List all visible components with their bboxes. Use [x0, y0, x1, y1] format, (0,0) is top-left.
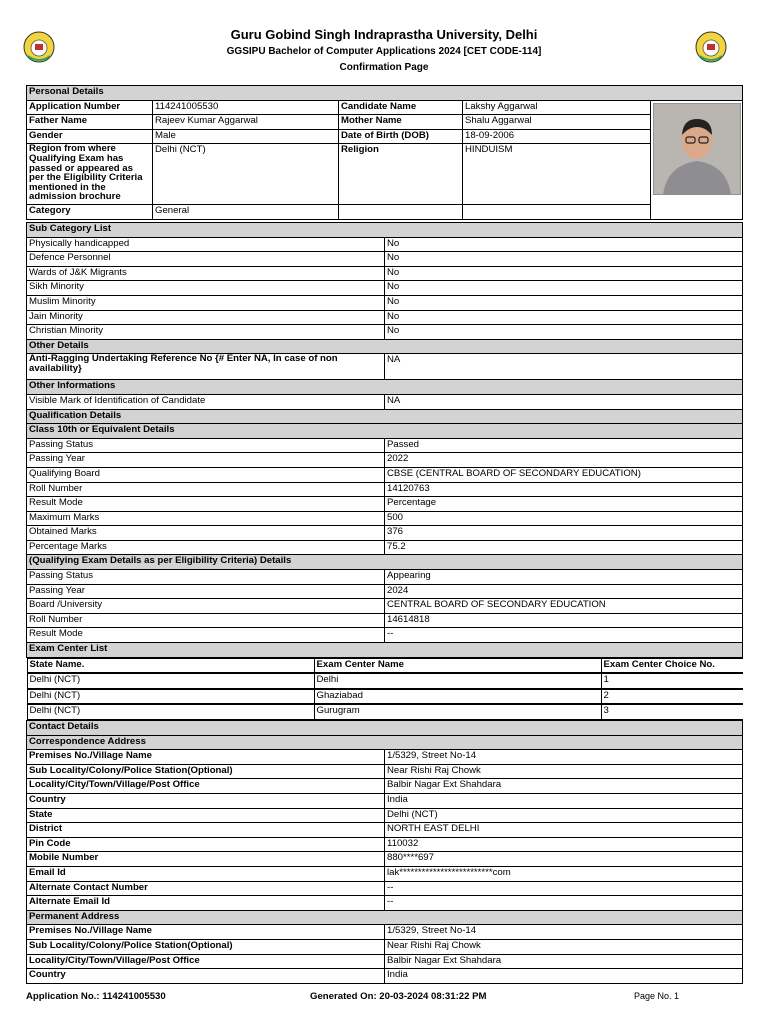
row-value: 376 — [385, 526, 743, 541]
row-label: Pin Code — [27, 837, 385, 852]
row-value: 1/5329, Street No-14 — [385, 925, 743, 940]
value-dob: 18-09-2006 — [463, 129, 651, 144]
exam-cell: Delhi (NCT) — [27, 705, 314, 720]
row-label: Roll Number — [27, 613, 385, 628]
row-value: No — [385, 237, 743, 252]
row-value: 75.2 — [385, 540, 743, 555]
class10-row — [27, 482, 743, 497]
exam-header-cell: Exam Center Choice No. — [601, 658, 743, 673]
candidate-photo — [653, 103, 741, 195]
exam-center-row — [27, 704, 743, 720]
row-label: Sikh Minority — [27, 281, 385, 296]
empty-cell — [339, 205, 463, 220]
value-religion: HINDUISM — [463, 144, 651, 205]
qualifying-exam-row — [27, 628, 743, 643]
subcategory-row — [27, 252, 743, 267]
row-label: Locality/City/Town/Village/Post Office — [27, 954, 385, 969]
correspondence-row — [27, 866, 743, 881]
exam-header-cell: Exam Center Name — [314, 658, 601, 673]
page-header — [0, 0, 768, 84]
row-label: District — [27, 823, 385, 838]
subcategory-row — [27, 266, 743, 281]
row-value: -- — [385, 881, 743, 896]
row-label: Roll Number — [27, 482, 385, 497]
row-label: Email Id — [27, 866, 385, 881]
row-value: Delhi (NCT) — [385, 808, 743, 823]
section-personal-details: Personal Details — [27, 86, 743, 101]
row-label: Alternate Contact Number — [27, 881, 385, 896]
section-sub-category-list: Sub Category List — [27, 223, 743, 238]
row-value: Balbir Nagar Ext Shahdara — [385, 954, 743, 969]
row-label: Percentage Marks — [27, 540, 385, 555]
row-value: India — [385, 793, 743, 808]
photo-cell — [651, 100, 743, 219]
row-label: Defence Personnel — [27, 252, 385, 267]
row-value: Appearing — [385, 570, 743, 585]
row-label: Alternate Email Id — [27, 896, 385, 911]
exam-cell: Delhi (NCT) — [27, 689, 314, 704]
row-label: Visible Mark of Identification of Candidate — [27, 394, 385, 409]
exam-center-row — [27, 689, 743, 705]
university-logo-icon — [694, 30, 728, 64]
row-value: Percentage — [385, 497, 743, 512]
exam-cell: 2 — [601, 689, 743, 704]
row-value: No — [385, 266, 743, 281]
label-candidate-name: Candidate Name — [339, 100, 463, 115]
row-label: Sub Locality/Colony/Police Station(Optional) — [27, 939, 385, 954]
qualifying-exam-row — [27, 584, 743, 599]
exam-cell: 1 — [601, 674, 743, 689]
class10-row — [27, 526, 743, 541]
row-label: Jain Minority — [27, 310, 385, 325]
exam-header-cell: State Name. — [27, 658, 314, 673]
row-value: Near Rishi Raj Chowk — [385, 764, 743, 779]
section-contact-details: Contact Details — [27, 721, 743, 736]
row-label: Mobile Number — [27, 852, 385, 867]
row-label: Premises No./Village Name — [27, 750, 385, 765]
section-qualifying-exam: (Qualifying Exam Details as per Eligibility Criteria) Details — [27, 555, 743, 570]
correspondence-row — [27, 764, 743, 779]
row-label: Board /University — [27, 599, 385, 614]
value-region: Delhi (NCT) — [153, 144, 339, 205]
row-value: No — [385, 310, 743, 325]
class10-row — [27, 540, 743, 555]
class10-row — [27, 497, 743, 512]
value-mother-name: Shalu Aggarwal — [463, 115, 651, 130]
row-label: Maximum Marks — [27, 511, 385, 526]
row-value: No — [385, 252, 743, 267]
row-value: 1/5329, Street No-14 — [385, 750, 743, 765]
row-label: Physically handicapped — [27, 237, 385, 252]
row-value: 14120763 — [385, 482, 743, 497]
program-name: GGSIPU Bachelor of Computer Applications 2024 [CET CODE-114] — [226, 46, 542, 57]
row-value: NA — [385, 354, 743, 380]
correspondence-row — [27, 837, 743, 852]
row-value: 2022 — [385, 453, 743, 468]
value-gender: Male — [153, 129, 339, 144]
row-label: Country — [27, 793, 385, 808]
row-value: CBSE (CENTRAL BOARD OF SECONDARY EDUCATION) — [385, 467, 743, 482]
subcategory-row — [27, 281, 743, 296]
row-value: India — [385, 969, 743, 984]
label-father-name: Father Name — [27, 115, 153, 130]
qualifying-exam-row — [27, 613, 743, 628]
row-value: Passed — [385, 438, 743, 453]
row-label: Passing Year — [27, 584, 385, 599]
correspondence-row — [27, 808, 743, 823]
row-value: 110032 — [385, 837, 743, 852]
footer-page-number: Page No. 1 — [634, 991, 680, 1001]
value-candidate-name: Lakshy Aggarwal — [463, 100, 651, 115]
row-value: No — [385, 325, 743, 340]
row-value: -- — [385, 896, 743, 911]
qualifying-exam-row — [27, 599, 743, 614]
exam-cell: Delhi (NCT) — [27, 674, 314, 689]
label-mother-name: Mother Name — [339, 115, 463, 130]
section-class-10th: Class 10th or Equivalent Details — [27, 424, 743, 439]
row-label: Qualifying Board — [27, 467, 385, 482]
label-category: Category — [27, 205, 153, 220]
section-exam-center-list: Exam Center List — [27, 643, 743, 658]
row-value: No — [385, 295, 743, 310]
row-label: Passing Status — [27, 570, 385, 585]
details-table — [26, 222, 743, 984]
class10-row — [27, 453, 743, 468]
footer-application-number: Application No.: 114241005530 — [26, 991, 166, 1002]
permanent-row — [27, 969, 743, 984]
exam-center-header — [27, 657, 743, 673]
exam-center-row — [27, 673, 743, 689]
correspondence-row — [27, 750, 743, 765]
permanent-row — [27, 939, 743, 954]
row-label: Result Mode — [27, 497, 385, 512]
row-label: Country — [27, 969, 385, 984]
subcategory-row — [27, 295, 743, 310]
row-label: Premises No./Village Name — [27, 925, 385, 940]
row-label: Muslim Minority — [27, 295, 385, 310]
correspondence-row — [27, 779, 743, 794]
exam-cell: Ghaziabad — [314, 689, 601, 704]
row-value: -- — [385, 628, 743, 643]
row-value: Near Rishi Raj Chowk — [385, 939, 743, 954]
permanent-row — [27, 925, 743, 940]
identification-mark-row — [27, 394, 743, 409]
row-value: NA — [385, 394, 743, 409]
row-value: 880****697 — [385, 852, 743, 867]
anti-ragging-row — [27, 354, 743, 380]
value-category: General — [153, 205, 339, 220]
class10-row — [27, 467, 743, 482]
correspondence-row — [27, 881, 743, 896]
label-gender: Gender — [27, 129, 153, 144]
correspondence-row — [27, 823, 743, 838]
subcategory-row — [27, 237, 743, 252]
row-label: Locality/City/Town/Village/Post Office — [27, 779, 385, 794]
class10-row — [27, 438, 743, 453]
university-name: Guru Gobind Singh Indraprastha University, Delhi — [230, 27, 538, 42]
subcategory-row — [27, 310, 743, 325]
row-label: Obtained Marks — [27, 526, 385, 541]
label-application-number: Application Number — [27, 100, 153, 115]
row-value: No — [385, 281, 743, 296]
empty-cell — [463, 205, 651, 220]
row-value: lak*************************com — [385, 866, 743, 881]
label-religion: Religion — [339, 144, 463, 205]
section-other-informations: Other Informations — [27, 380, 743, 395]
correspondence-row — [27, 852, 743, 867]
page-title: Confirmation Page — [339, 62, 429, 73]
row-value: 2024 — [385, 584, 743, 599]
label-region: Region from where Qualifying Exam has passed or appeared as per the Eligibility Criteria mentioned in the admission brochure — [27, 144, 153, 205]
row-label: Sub Locality/Colony/Police Station(Optional) — [27, 764, 385, 779]
row-value: NORTH EAST DELHI — [385, 823, 743, 838]
exam-cell: 3 — [601, 705, 743, 720]
section-qualification-details: Qualification Details — [27, 409, 743, 424]
row-label: Passing Year — [27, 453, 385, 468]
label-dob: Date of Birth (DOB) — [339, 129, 463, 144]
correspondence-row — [27, 896, 743, 911]
section-other-details: Other Details — [27, 339, 743, 354]
subcategory-row — [27, 325, 743, 340]
exam-cell: Delhi — [314, 674, 601, 689]
exam-cell: Gurugram — [314, 705, 601, 720]
personal-details-table — [26, 85, 743, 220]
row-value: 14614818 — [385, 613, 743, 628]
row-label: Christian Minority — [27, 325, 385, 340]
row-label: State — [27, 808, 385, 823]
qualifying-exam-row — [27, 570, 743, 585]
row-value: 500 — [385, 511, 743, 526]
correspondence-row — [27, 793, 743, 808]
row-value: CENTRAL BOARD OF SECONDARY EDUCATION — [385, 599, 743, 614]
row-label: Result Mode — [27, 628, 385, 643]
row-label: Passing Status — [27, 438, 385, 453]
value-application-number: 114241005530 — [153, 100, 339, 115]
row-label: Wards of J&K Migrants — [27, 266, 385, 281]
section-permanent-address: Permanent Address — [27, 910, 743, 925]
row-label: Anti-Ragging Undertaking Reference No {# Enter NA, In case of non availability} — [27, 354, 385, 380]
class10-row — [27, 511, 743, 526]
permanent-row — [27, 954, 743, 969]
value-father-name: Rajeev Kumar Aggarwal — [153, 115, 339, 130]
section-correspondence-address: Correspondence Address — [27, 735, 743, 750]
row-value: Balbir Nagar Ext Shahdara — [385, 779, 743, 794]
footer-generated-on: Generated On: 20-03-2024 08:31:22 PM — [310, 991, 487, 1002]
